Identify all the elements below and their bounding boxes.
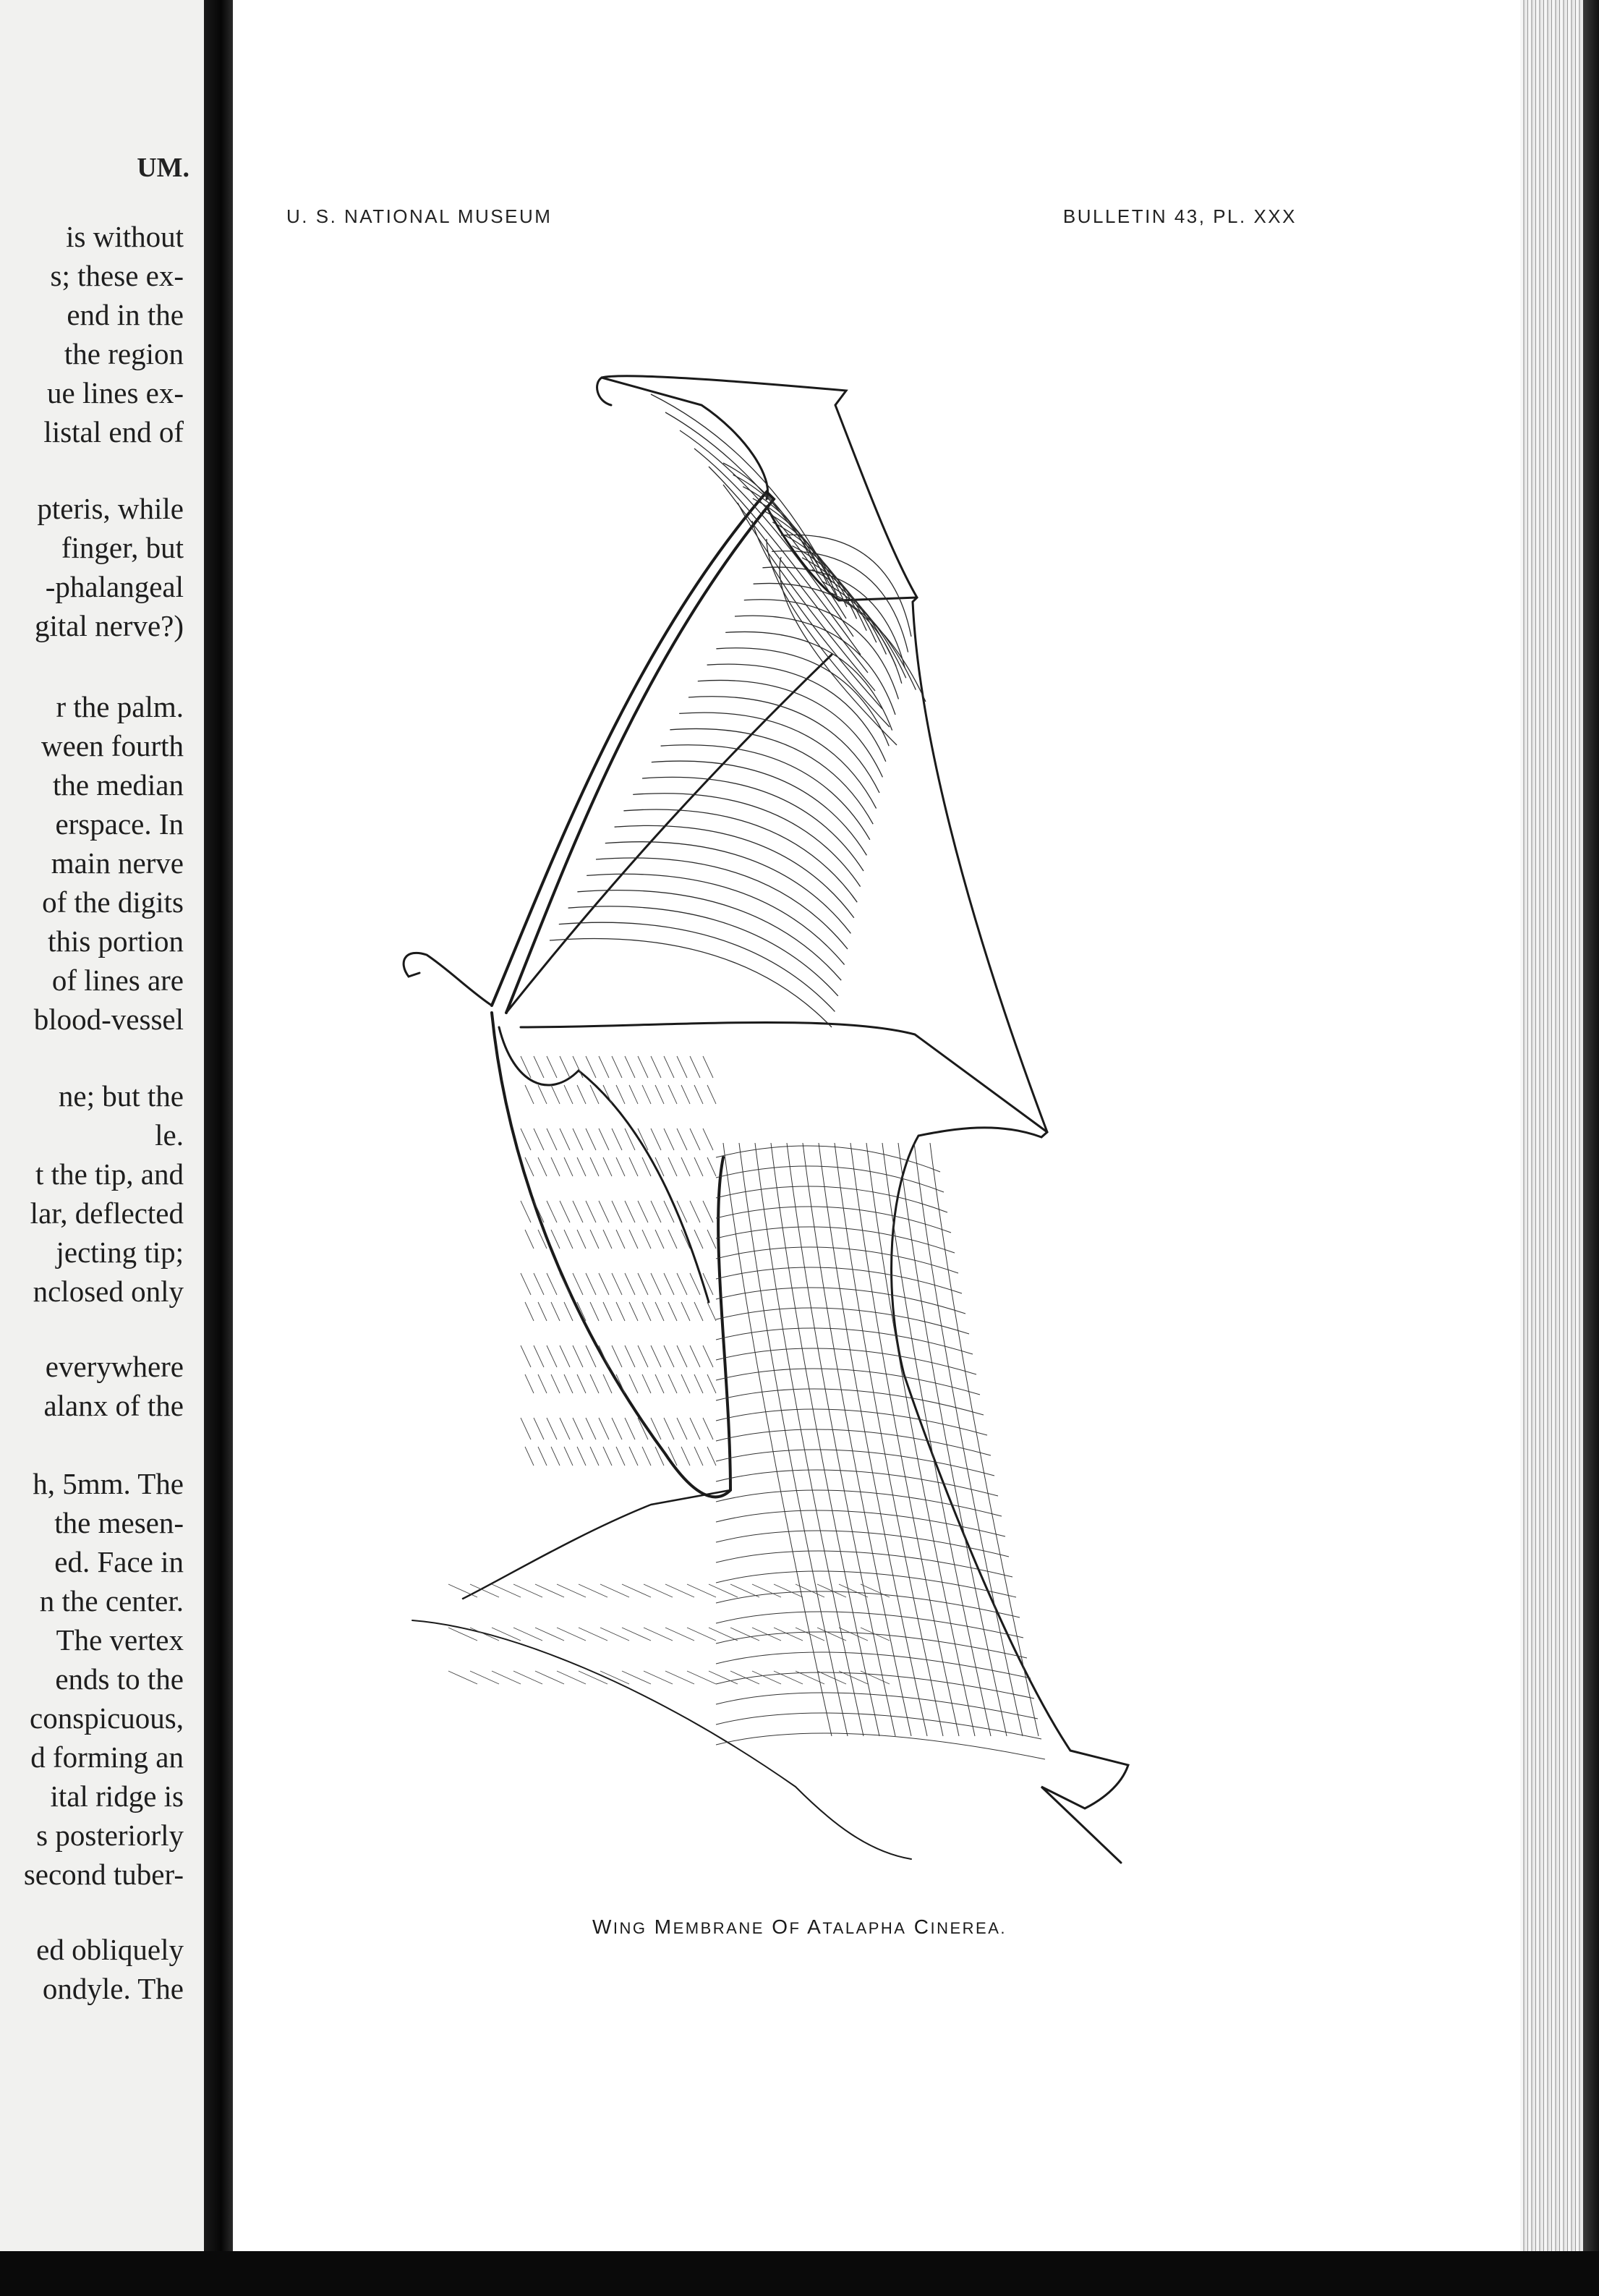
shaded-membrane: [448, 1056, 890, 1684]
left-text-line: ondyle. The: [42, 1972, 184, 2005]
left-text-line: listal end of: [43, 415, 184, 448]
left-text-line: ween fourth: [41, 729, 184, 762]
left-text-line: lar, deflected: [30, 1196, 184, 1230]
plate-header-bulletin: BULLETIN 43, PL. XXX: [1062, 205, 1297, 227]
plate-header-institution: U. S. NATIONAL MUSEUM: [286, 205, 553, 227]
left-text-line: jecting tip;: [56, 1236, 184, 1269]
left-text-line: le.: [155, 1118, 184, 1152]
left-paragraph: [43, 217, 184, 451]
left-paragraph: [36, 1930, 184, 2008]
left-text-line: r the palm.: [56, 690, 184, 723]
scan-bottom-border: [0, 2251, 1599, 2296]
left-text-line: t the tip, and: [35, 1157, 184, 1191]
left-text-line: n the center.: [39, 1584, 184, 1617]
tail-membrane-edge: [412, 1620, 911, 1859]
left-text-line: the mesen-: [54, 1506, 184, 1539]
digit-bone: [506, 655, 832, 1013]
bat-wing-illustration: [391, 354, 1157, 1881]
left-text-line: second tuber-: [23, 1858, 184, 1891]
left-text-line: end in the: [67, 298, 184, 331]
left-text-line: d forming an: [30, 1740, 184, 1774]
left-running-head: UM.: [137, 153, 189, 183]
left-text-line: ne; but the: [58, 1079, 184, 1113]
left-text-line: gital nerve?): [34, 609, 184, 642]
left-text-line: conspicuous,: [30, 1701, 184, 1735]
body: [499, 1027, 709, 1302]
left-text-line: ue lines ex-: [47, 376, 184, 409]
left-text-line: finger, but: [61, 531, 184, 564]
left-text-line: -phalangeal: [45, 570, 184, 603]
left-paragraph: [24, 1464, 184, 1894]
left-text-line: everywhere: [45, 1350, 184, 1383]
tail-membrane-edge: [463, 1490, 730, 1599]
left-text-line: pteris, while: [37, 492, 184, 525]
left-text-line: blood-vessel: [33, 1003, 184, 1036]
left-text-line: ends to the: [55, 1662, 184, 1696]
digit-bone: [521, 1022, 1047, 1132]
caption-text: WING MEMBRANE OF ATALAPHA CINEREA.: [592, 1916, 1007, 1938]
plate-caption: [0, 1916, 1599, 1939]
digit-bone: [597, 378, 768, 499]
left-text-line: erspace. In: [55, 807, 184, 841]
left-text-line: ital ridge is: [50, 1780, 184, 1813]
left-text-line: The vertex: [56, 1623, 184, 1657]
left-text-line: this portion: [48, 924, 184, 958]
membrane-veins: [550, 394, 926, 1027]
left-paragraph: [43, 1347, 184, 1425]
left-text-line: s; these ex-: [50, 259, 184, 292]
left-text-line: the region: [64, 337, 184, 370]
left-text-line: is without: [66, 220, 184, 253]
left-text-line: ed. Face in: [54, 1545, 184, 1578]
uropatagium-mesh: [716, 1143, 1045, 1759]
left-text-line: main nerve: [51, 846, 184, 880]
thumb: [404, 953, 492, 1005]
forearm-bone: [492, 492, 774, 1013]
left-text-line: the median: [52, 768, 184, 802]
left-paragraph: [30, 1076, 184, 1311]
left-text-line: h, 5mm. The: [33, 1467, 184, 1500]
left-paragraph: [34, 687, 184, 1039]
left-text-line: of the digits: [42, 885, 184, 919]
left-text-line: of lines are: [51, 964, 184, 997]
page-edges: [1520, 0, 1599, 2251]
left-text-line: ed obliquely: [36, 1933, 184, 1966]
left-text-line: s posteriorly: [36, 1819, 184, 1852]
left-text-line: alanx of the: [43, 1389, 184, 1422]
left-paragraph: [35, 489, 184, 645]
left-text-line: nclosed only: [33, 1275, 184, 1308]
